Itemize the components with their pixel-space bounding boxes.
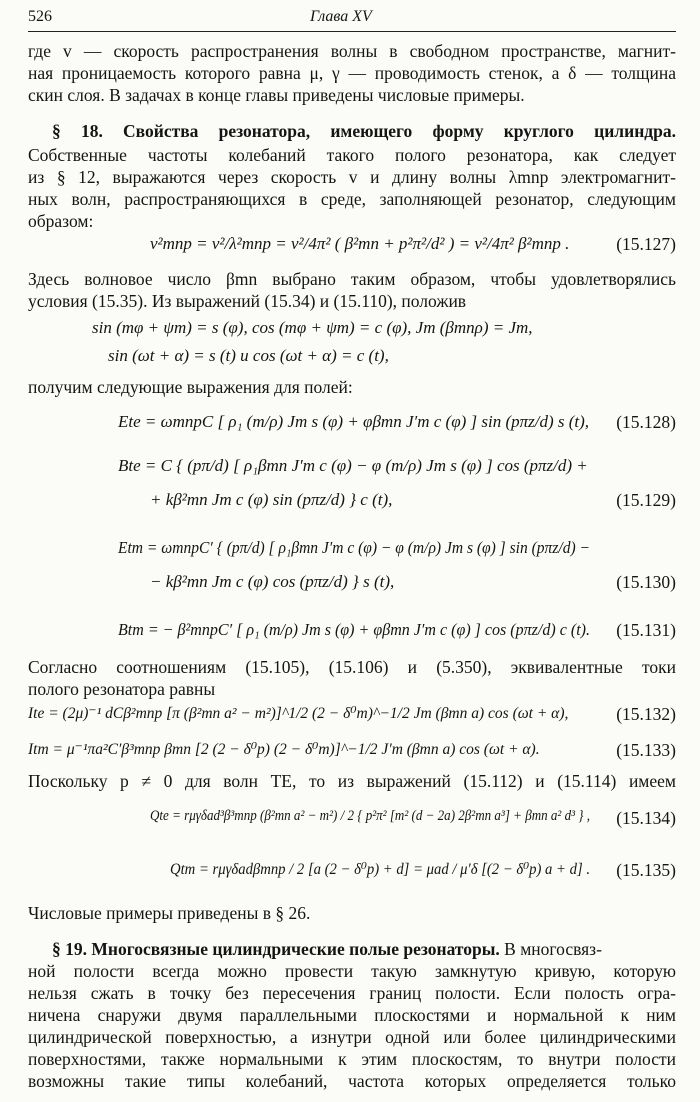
equation-15-133: Itm = μ⁻¹πa²C′β³mnp βmn [2 (2 − δ⁰p) (2 − δ⁰m)]^−1/2 J′m (βmn a) cos (ωt + α). [28,741,540,758]
text-line: Согласно соотношениям (15.105), (15.106) и (5.350), эквивалентные токи [28,657,676,677]
text-line: Здесь волновое число βmn выбрано таким образом, чтобы удовлетворялись [28,269,676,289]
eq-number-15-128: (15.128) [616,412,676,432]
equation-15-135: Qtm = rμγδadβmnp / 2 [a (2 − δ⁰p) + d] = μad / μ′δ [(2 − δ⁰p) a + d] . [170,861,590,878]
sec18-line-1: Собственные частоты колебаний такого полого резонатора, как следует [28,145,676,165]
intro-line-3: скин слоя. В задачах в конце главы приведены числовые примеры. [28,85,525,105]
text-line: полого резонатора равны [28,679,216,699]
sec19-line: ничена снаружи двумя параллельными плоскостями и нормальной к ним [28,1005,676,1025]
equation-15-129-line-1: Bte = C { (pπ/d) [ ρ₁βmn J′m c (φ) − φ (m/ρ) Jm s (φ) ] cos (pπz/d) + [118,456,588,475]
eq-number-15-134: (15.134) [616,808,676,828]
text-line: Числовые примеры приведены в § 26. [28,903,311,923]
substitution-2: sin (ωt + α) = s (t) и cos (ωt + α) = c (t), [108,346,389,365]
eq-number-15-135: (15.135) [616,860,676,880]
intro-line-1: где v — скорость распространения волны в свободном пространстве, магнит- [28,41,676,61]
eq-number-15-127: (15.127) [616,234,676,254]
sec19-line: цилиндрической поверхностью, а изнутри одной или более цилиндрическими [28,1027,676,1047]
text-line: условия (15.35). Из выражений (15.34) и (15.110), положив [28,291,467,311]
eq-number-15-133: (15.133) [616,740,676,760]
equation-15-134: Qte = rμγδad³β³mnp (β²mn a² − m²) / 2 { p²π² [m² (d − 2a) 2β²mn a³] + βmn a² d³ } , [150,808,590,824]
eq-number-15-132: (15.132) [616,704,676,724]
sec18-line-4: образом: [28,211,94,231]
running-header: Глава XV [310,8,372,25]
intro-line-2: ная проницаемость которого равна μ, γ — проводимость стенок, а δ — толщина [28,63,676,83]
page-number: 526 [28,8,52,25]
header-rule [28,31,676,32]
equation-15-132: Ite = (2μ)⁻¹ dCβ²mnp [π (β²mn a² − m²)]^1/2 (2 − δ⁰m)^−1/2 Jm (βmn a) cos (ωt + α), [28,705,569,722]
sec19-line: возможны такие типы колебаний, частота которых определяется только [28,1071,676,1091]
sec19-line: поверхностями, также нормальными к этим плоскостям, то внутри полости [28,1049,676,1069]
equation-15-131: Btm = − β²mnpC′ [ ρ₁ (m/ρ) Jm s (φ) + φβmn J′m c (φ) ] cos (pπz/d) c (t). [118,620,590,639]
equation-15-129-line-2: + kβ²mn Jm c (φ) sin (pπz/d) } c (t), [150,490,393,509]
equation-15-127: ν²mnp = v²/λ²mnp = v²/4π² ( β²mn + p²π²/d² ) = v²/4π² β²mnp . [150,234,570,253]
eq-number-15-131: (15.131) [616,620,676,640]
section-18-heading: § 18. Свойства резонатора, имеющего форму круглого цилиндра. [52,121,676,141]
text-line: Поскольку p ≠ 0 для волн TE, то из выражений (15.112) и (15.114) имеем [28,771,676,791]
sec19-line: нельзя сжать в точку без пересечения границ полости. Если полость огра- [28,983,676,1003]
section-19-rest: В многосвяз- [504,939,602,959]
eq-number-15-130: (15.130) [616,572,676,592]
text-line: получим следующие выражения для полей: [28,377,353,397]
equation-15-128: Ete = ωmnpC [ ρ₁ (m/ρ) Jm s (φ) + φβmn J′m c (φ) ] sin (pπz/d) s (t), [118,412,590,431]
eq-number-15-129: (15.129) [616,490,676,510]
section-19-title: § 19. Многосвязные цилиндрические полые резонаторы. [52,939,500,959]
sec18-line-2: из § 12, выражаются через скорость v и длину волны λmnp электромагнит- [28,167,676,187]
sec18-line-3: ных волн, распространяющихся в среде, заполняющей резонатор, следующим [28,189,676,209]
substitution-1: sin (mφ + ψm) = s (φ), cos (mφ + ψm) = c (φ), Jm (βmnρ) = Jm, [92,318,533,337]
section-19-heading [52,938,676,960]
equation-15-130-line-2: − kβ²mn Jm c (φ) cos (pπz/d) } s (t), [150,572,395,591]
sec19-line: ной полости всегда можно провести такую замкнутую кривую, которую [28,961,676,981]
equation-15-130-line-1: Etm = ωmnpC′ { (pπ/d) [ ρ₁βmn J′m c (φ) − φ (m/ρ) Jm s (φ) ] sin (pπz/d) − [118,538,590,557]
